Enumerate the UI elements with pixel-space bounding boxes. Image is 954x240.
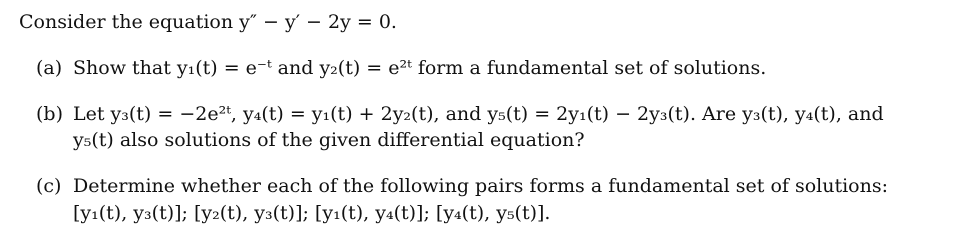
part-b-text-line-2: y₅(t) also solutions of the given differential equation? [73,129,585,151]
part-a-text: Show that y₁(t) = e⁻ᵗ and y₂(t) = e²ᵗ form a fundamental set of solutions. [73,57,767,79]
part-c-text-line-2: [y₁(t), y₃(t)]; [y₂(t), y₃(t)]; [y₁(t), y₄(t)]; [y₄(t), y₅(t)]. [73,202,551,224]
part-b-label: (b) [36,103,63,125]
part-a [36,56,766,80]
part-b-text-line-1: Let y₃(t) = −2e²ᵗ, y₄(t) = y₁(t) + 2y₂(t), and y₅(t) = 2y₁(t) − 2y₃(t). Are y₃(t), y₄(t), and [73,103,884,125]
part-c [36,174,888,198]
part-c-text-line-1: Determine whether each of the following pairs forms a fundamental set of solutions: [73,175,888,197]
part-b [36,102,884,126]
part-a-label: (a) [36,57,63,79]
part-c-label: (c) [36,175,62,197]
problem-intro: Consider the equation y″ − y′ − 2y = 0. [19,11,397,33]
